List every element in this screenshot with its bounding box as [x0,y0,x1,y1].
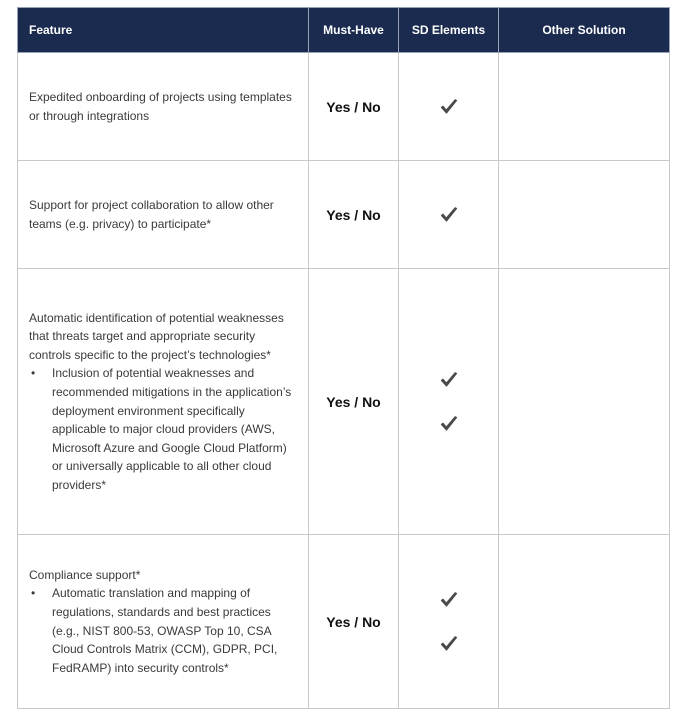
feature-cell [18,535,309,709]
must-have-cell: Yes / No [309,53,399,161]
sd-elements-column-header: SD Elements [399,8,499,53]
other-solution-cell [499,535,670,709]
must-have-cell: Yes / No [309,161,399,269]
other-solution-column-header: Other Solution [499,8,670,53]
table-row [18,269,670,535]
feature-bullet-list [29,584,298,677]
check-icon [440,372,458,388]
feature-bullet-text: Inclusion of potential weaknesses and recommended mitigations in the application’s deployment environment specifically applicable to major cloud providers (AWS, Microsoft Azure and Google Cloud Platform) or universally applicable to all other cloud providers* [52,366,292,492]
must-have-column-header: Must-Have [309,8,399,53]
feature-cell [18,269,309,535]
check-icon [440,99,458,115]
must-have-cell: Yes / No [309,269,399,535]
other-solution-cell [499,269,670,535]
check-icon [440,636,458,652]
table-row [18,161,670,269]
bullet-icon: • [31,366,36,381]
feature-column-header: Feature [18,8,309,53]
feature-bullet-text: Automatic translation and mapping of regulations, standards and best practices (e.g., NIST 800-53, OWASP Top 10, CSA Cloud Controls Matrix (CCM), GDPR, PCI, FedRAMP) into security controls* [52,586,278,675]
sd-elements-cell [399,161,499,269]
feature-bullet-list [29,364,298,494]
feature-bullet [29,364,298,494]
check-icon [440,592,458,608]
feature-bullet [29,584,298,677]
feature-text: Compliance support* [29,567,141,582]
sd-elements-cell [399,269,499,535]
other-solution-cell [499,161,670,269]
comparison-table [17,7,670,709]
feature-text: Support for project collaboration to allow other teams (e.g. privacy) to participate* [29,197,274,231]
table-row [18,535,670,709]
feature-cell [18,161,309,269]
feature-text: Expedited onboarding of projects using templates or through integrations [29,89,292,123]
must-have-cell: Yes / No [309,535,399,709]
feature-cell [18,53,309,161]
header-row [18,8,670,53]
other-solution-cell [499,53,670,161]
bullet-icon: • [31,586,36,601]
table-row [18,53,670,161]
check-stack [399,372,498,432]
sd-elements-cell [399,535,499,709]
check-icon [440,416,458,432]
feature-text: Automatic identification of potential weaknesses that threats target and appropriate security controls specific to the project’s technologies* [29,310,284,362]
sd-elements-cell [399,53,499,161]
check-icon [440,207,458,223]
check-stack [399,592,498,652]
